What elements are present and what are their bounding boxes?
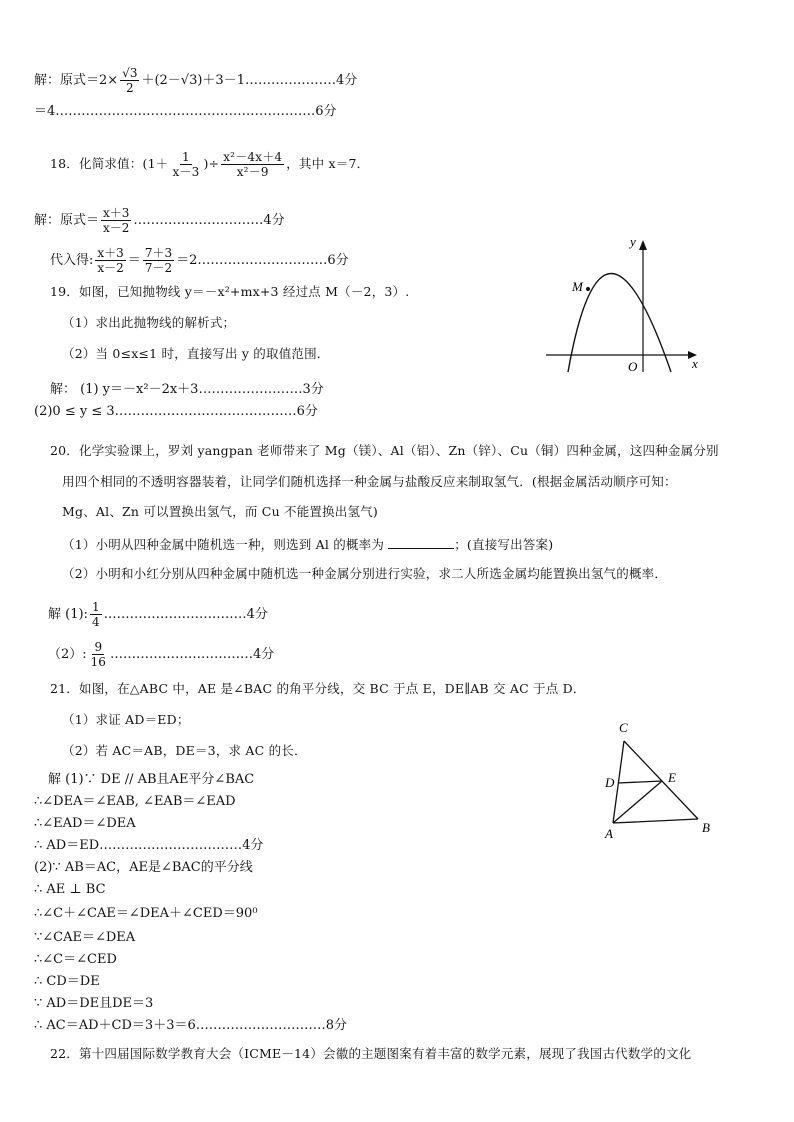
side-cb [624,741,698,819]
q19-answer2: (2)0 ≤ y ≤ 3……………………………………6分 [34,404,318,419]
y-axis-arrow [639,240,647,250]
label-a: A [605,826,613,841]
q21-step11: ∵ AD＝DE且DE＝3 [34,996,154,1011]
side-ab [613,819,698,823]
q17-answer-line1: 解：原式＝2× $\frac{√3}{2}$ ＋(2－√3)＋3－1…………………4分 [34,66,358,95]
label-b: B [702,820,710,835]
q20-answer1: 解 (1): $\frac{1}{4}$ ……………………………4分 [48,600,268,629]
q22-stem: 22．第十四届国际数学教育大会（ICME－14）会徽的主题图案有着丰富的数学元素，展现了我国古代数学的文化 [50,1046,692,1061]
label-d: D [605,775,615,790]
label-x: x [692,356,698,371]
q19-part1: （1）求出此抛物线的解析式； [62,315,236,330]
q21-step1: 解 (1)∵ DE // AB且AE平分∠BAC [48,772,255,787]
q21-part2: （2）若 AC＝AB，DE＝3，求 AC 的长． [62,743,307,758]
q20-line1: 20．化学实验课上，罗刘 yangpan 老师带来了 Mg（镁）、Al（铝）、Zn（锌）、Cu（铜）四种金属，这四种金属分别 [50,443,719,458]
q20-line3: Mg、Al、Zn 可以置换出氢气，而 Cu 不能置换出氢气) [62,504,378,519]
label-c: C [619,720,628,735]
label-e: E [668,770,676,785]
q17-fraction: $\frac{√3}{2}$ [122,66,138,95]
q21-step2: ∴∠DEA＝∠EAB, ∠EAB＝∠EAD [34,794,236,809]
q20-answer2: （2）: $\frac{9}{16}$ ……………………………4分 [48,640,275,669]
q19-answer1: 解： (1) y＝－x²－2x＋3……………………3分 [50,382,324,397]
label-o: O [628,359,638,374]
q20-part2: （2）小明和小红分别从四种金属中随机选一种金属分别进行实验，求二人所选金属均能置换出氢气的概率． [62,566,668,581]
answer-blank [388,536,454,549]
q21-step3: ∴∠EAD＝∠DEA [34,816,136,831]
q19-parabola-figure [540,232,705,377]
q21-step9: ∴∠C＝∠CED [34,952,117,967]
q21-step4: ∴ AD＝ED……………………………4分 [34,838,264,853]
q20-line2: 用四个相同的不透明容器装着，让同学们随机选择一种金属与盐酸反应来制取氢气．(根据金属活动顺序可知： [62,474,677,489]
segment-ae [613,781,662,823]
q21-stem: 21．如图，在△ABC 中，AE 是∠BAC 的角平分线，交 BC 于点 E，DE∥AB 交 AC 于点 D． [50,681,586,696]
q17-answer-line2: ＝4……………………………………………………6分 [34,104,337,119]
q17-prefix: 解：原式＝2× [34,73,119,88]
q21-step12: ∴ AC＝AD＋CD＝3＋3＝6…………………………8分 [34,1018,348,1033]
q18-frac-2: $\frac{\text{x²－4x＋4}}{\text{x²－9}}$ [223,150,283,179]
q19-part2: （2）当 0≤x≤1 时，直接写出 y 的取值范围． [62,346,330,361]
q21-step7: ∴∠C＋∠CAE＝∠DEA＋∠CED＝90⁰ [34,906,258,921]
q21-step8: ∵∠CAE＝∠DEA [34,930,136,945]
q19-stem: 19．如图，已知抛物线 y＝－x²+mx+3 经过点 M（－2，3）. [50,284,410,299]
q18-stem: 18．化简求值：(1＋ $\frac{1}{x-3}$ )÷ $\frac{\text{x²－4x＋4}}{\text{x²－9}}$ ，其中 x＝7． [50,150,370,179]
q20-part1: （1）小明从四种金属中随机选一种，则选到 Al 的概率为 ；(直接写出答案) [62,537,554,552]
label-y: y [630,234,636,249]
label-m: M [572,279,583,294]
segment-de [618,781,662,783]
q21-step5: (2)∵ AB＝AC，AE是∠BAC的平分线 [34,860,253,875]
parabola-curve [568,274,671,373]
q21-triangle-figure [600,715,725,845]
q18-frac-1: $\frac{1}{x-3}$ [172,150,200,179]
q18-answer-line1: 解：原式＝ $\frac{x+3}{x-2}$ …………………………4分 [34,206,285,235]
side-ac [613,741,624,823]
q18-answer-line2: 代入得: $\frac{x+3}{x-2}$ ＝ $\frac{7+3}{7-2}$ ＝2…………………………6分 [50,246,349,275]
q21-step10: ∴ CD＝DE [34,974,100,989]
q21-step6: ∴ AE ⊥ BC [34,882,106,897]
q21-part1: （1）求证 AD＝ED； [62,712,190,727]
point-m [586,287,590,291]
